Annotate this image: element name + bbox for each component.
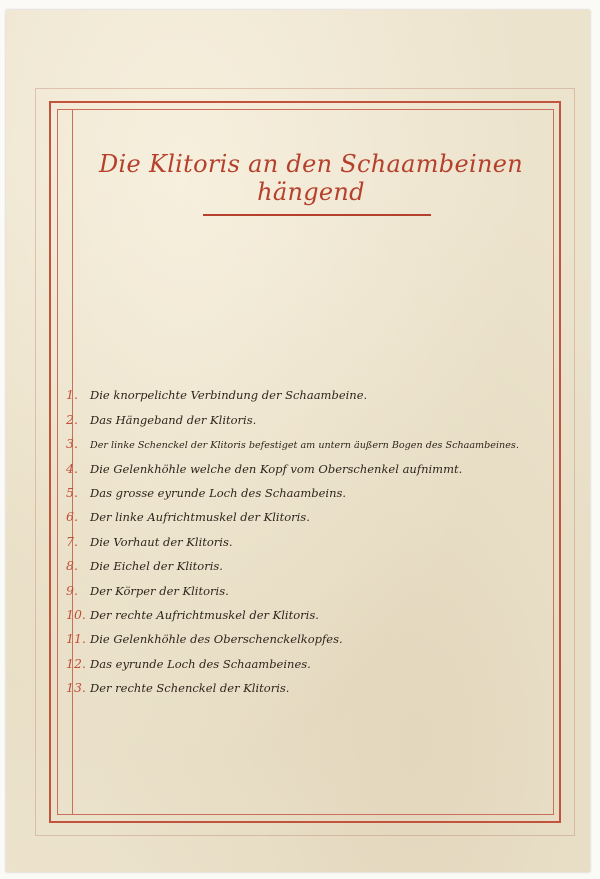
item-text: Die Gelenkhöhle des Oberschenckelkopfes.: [90, 632, 343, 647]
item-text: Das eyrunde Loch des Schaambeines.: [90, 656, 311, 671]
item-text: Das Hängeband der Klitoris.: [90, 412, 257, 427]
item-text: Der linke Aufrichtmuskel der Klitoris.: [90, 510, 310, 525]
manuscript-page: [6, 10, 590, 872]
item-text: Der rechte Aufrichtmuskel der Klitoris.: [90, 607, 319, 622]
list-item: [66, 500, 546, 524]
title-underline: [203, 214, 431, 216]
item-text: Der rechte Schenckel der Klitoris.: [90, 681, 290, 696]
list-item: [66, 598, 546, 622]
item-number: 7.: [66, 533, 78, 549]
list-item: [66, 427, 546, 451]
item-number: 10.: [66, 606, 86, 622]
item-text: Die knorpelichte Verbindung der Schaambeine.: [90, 388, 368, 403]
item-number: 9.: [66, 582, 78, 598]
item-number: 3.: [66, 436, 78, 452]
list-item: [66, 451, 546, 475]
item-number: 12.: [66, 655, 86, 671]
list-item: [66, 524, 546, 548]
list-item: [66, 622, 546, 646]
item-number: 2.: [66, 411, 78, 427]
list-item: [66, 402, 546, 426]
item-text: Die Eichel der Klitoris.: [90, 559, 223, 574]
list-item: [66, 573, 546, 597]
item-number: 8.: [66, 558, 78, 574]
item-number: 1.: [66, 387, 78, 403]
list-item: [66, 476, 546, 500]
item-text: Die Vorhaut der Klitoris.: [90, 534, 233, 549]
item-text: Der linke Schenckel der Klitoris befestiget am untern äußern Bogen des Schaambeines.: [90, 440, 519, 452]
list-item: [66, 671, 546, 695]
item-text: Die Gelenkhöhle welche den Kopf vom Oberschenkel aufnimmt.: [90, 461, 463, 476]
item-number: 4.: [66, 460, 78, 476]
item-text: Das grosse eyrunde Loch des Schaambeins.: [90, 485, 347, 500]
page-title: Die Klitoris an den Schaambeinen hängend: [99, 150, 523, 206]
list-item: [66, 378, 546, 402]
legend-list: [66, 378, 546, 695]
item-number: 13.: [66, 680, 86, 696]
item-number: 5.: [66, 484, 78, 500]
item-number: 11.: [66, 631, 86, 647]
list-item: [66, 549, 546, 573]
item-number: 6.: [66, 509, 78, 525]
list-item: [66, 646, 546, 670]
item-text: Der Körper der Klitoris.: [90, 583, 229, 598]
